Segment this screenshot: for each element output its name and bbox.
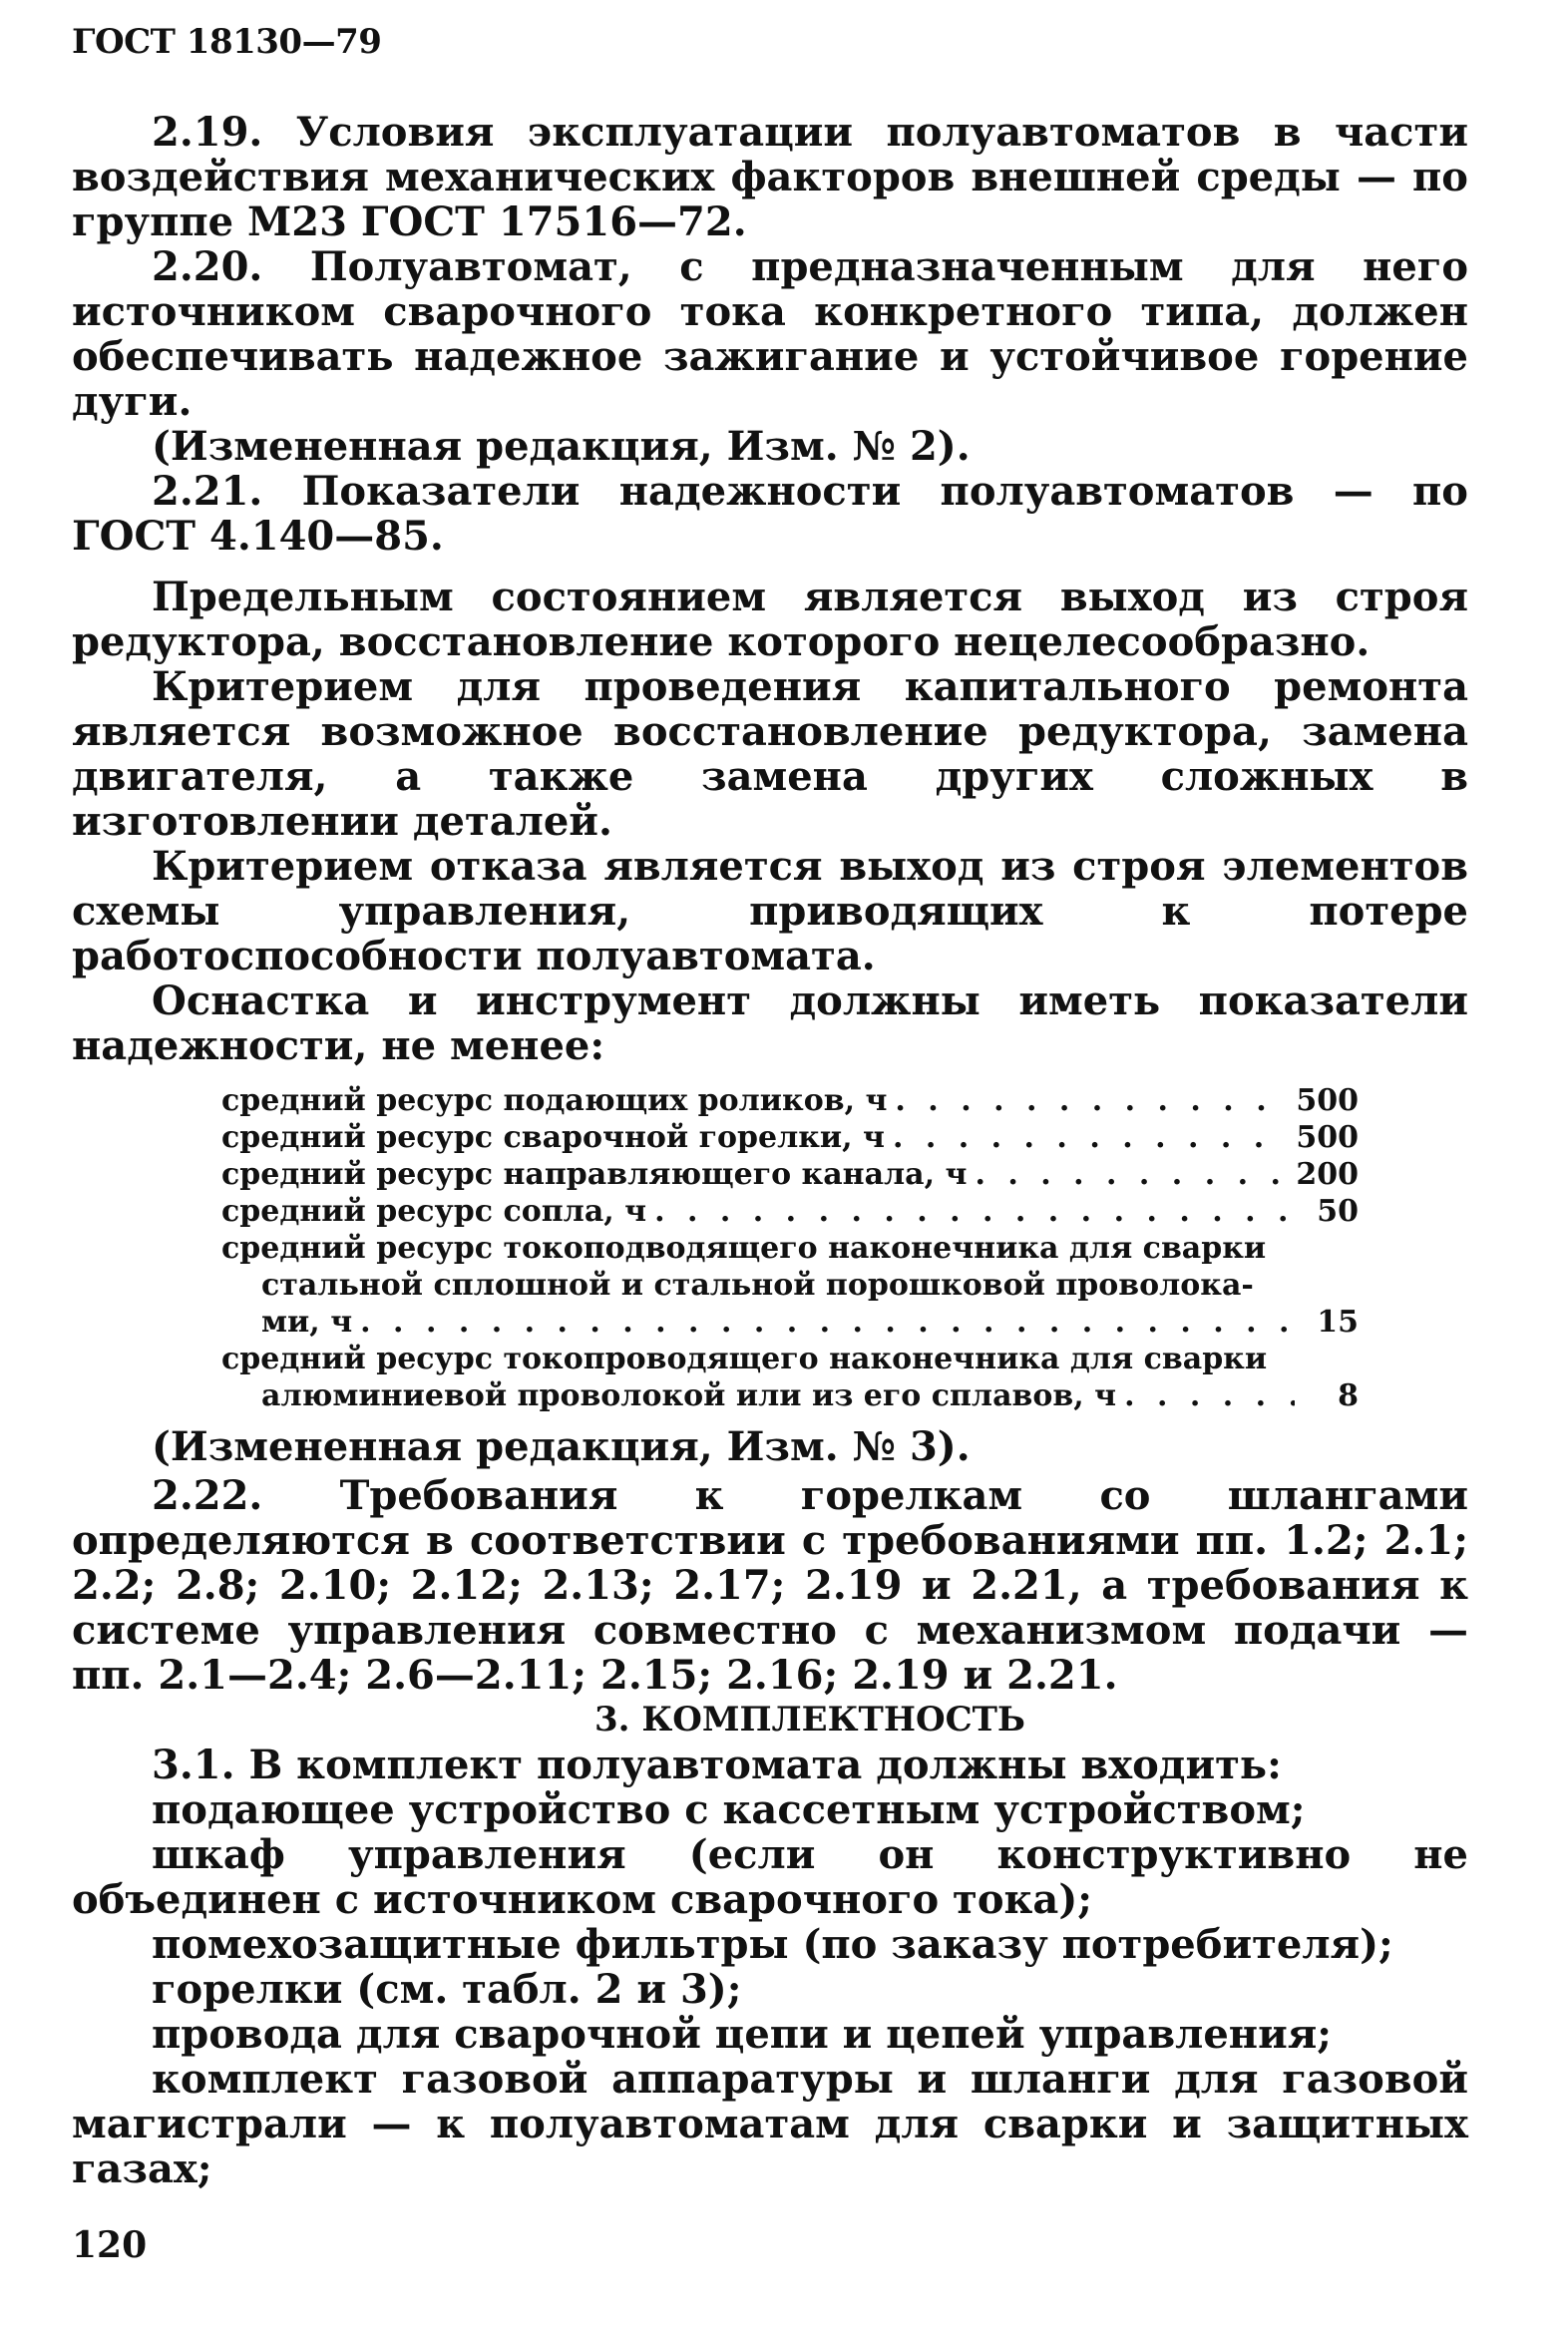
resource-value: 15 bbox=[1317, 1305, 1359, 1340]
page-body bbox=[72, 110, 1468, 2191]
kit-item: шкаф управления (если он конструктивно не объединен с источником сварочного тока); bbox=[72, 1831, 1468, 1923]
paragraph-limit-state: Предельным состоянием является выход из строя редуктора, восстановление которого нецелесообразно. bbox=[72, 574, 1468, 665]
resource-label: средний ресурс сопла, ч bbox=[221, 1194, 647, 1229]
resource-label: средний ресурс сварочной горелки, ч bbox=[221, 1120, 885, 1155]
section-title: 3. КОМПЛЕКТНОСТЬ bbox=[594, 1700, 1025, 1740]
leader-dots bbox=[360, 1304, 1295, 1341]
resource-value: 8 bbox=[1338, 1378, 1359, 1413]
resource-item bbox=[221, 1304, 1359, 1341]
resource-item bbox=[221, 1193, 1359, 1230]
resource-item bbox=[221, 1119, 1359, 1156]
resource-label: стальной сплошной и стальной порошковой проволока- bbox=[261, 1268, 1254, 1303]
leader-dots bbox=[975, 1156, 1288, 1193]
paragraph-3-1: 3.1. В комплект полуавтомата должны входить: bbox=[152, 1742, 1282, 1788]
resource-label: средний ресурс направляющего канала, ч bbox=[221, 1157, 968, 1192]
resource-item-line bbox=[221, 1341, 1359, 1377]
resource-value: 500 bbox=[1296, 1120, 1359, 1155]
leader-dots bbox=[893, 1119, 1288, 1156]
leader-dots bbox=[1124, 1377, 1295, 1414]
kit-item: горелки (см. табл. 2 и 3); bbox=[152, 1966, 742, 2013]
resource-label: средний ресурс токоподводящего наконечника для сварки bbox=[221, 1231, 1267, 1266]
document-header: ГОСТ 18130—79 bbox=[72, 22, 382, 62]
paragraph-tooling: Оснастка и инструмент должны иметь показатели надежности, не менее: bbox=[72, 977, 1468, 1069]
resource-value: 500 bbox=[1296, 1083, 1359, 1118]
kit-item: комплект газовой аппаратуры и шланги для газовой магистрали — к полуавтоматам для сварки и защитных газах; bbox=[72, 2056, 1468, 2192]
resource-label: алюминиевой проволокой или из его сплавов, ч bbox=[261, 1378, 1117, 1413]
resource-item bbox=[221, 1156, 1359, 1193]
resource-list bbox=[221, 1082, 1359, 1414]
kit-item: провода для сварочной цепи и цепей управления; bbox=[152, 2011, 1333, 2058]
resource-label: ми, ч bbox=[261, 1305, 353, 1340]
kit-item: помехозащитные фильтры (по заказу потребителя); bbox=[152, 1921, 1393, 1968]
paragraph-failure-criterion: Критерием отказа является выход из строя элементов схемы управления, приводящих к потере работоспособности полуавтомата. bbox=[72, 843, 1468, 979]
resource-item bbox=[221, 1082, 1359, 1119]
kit-item: подающее устройство с кассетным устройством; bbox=[152, 1786, 1306, 1833]
paragraph-2-19: 2.19. Условия эксплуатации полуавтоматов в части воздействия механических факторов внешней среды — по группе М23 ГОСТ 17516—72. bbox=[72, 109, 1468, 245]
leader-dots bbox=[895, 1082, 1288, 1119]
resource-item bbox=[221, 1377, 1359, 1414]
paragraph-2-21: 2.21. Показатели надежности полуавтоматов — по ГОСТ 4.140—85. bbox=[72, 468, 1468, 560]
resource-label: средний ресурс токопроводящего наконечника для сварки bbox=[221, 1342, 1268, 1376]
leader-dots bbox=[654, 1193, 1295, 1230]
paragraph-overhaul-criterion: Критерием для проведения капитального ремонта является возможное восстановление редуктора, замена двигателя, а также замена других сложных в изготовлении деталей. bbox=[72, 663, 1468, 845]
amendment-note-3: (Измененная редакция, Изм. № 3). bbox=[152, 1423, 971, 1470]
amendment-note-2: (Измененная редакция, Изм. № 2). bbox=[152, 423, 971, 470]
page-number: 120 bbox=[72, 2224, 148, 2266]
resource-label: средний ресурс подающих роликов, ч bbox=[221, 1083, 888, 1118]
resource-value: 50 bbox=[1317, 1194, 1359, 1229]
resource-item-line bbox=[221, 1230, 1359, 1267]
resource-value: 200 bbox=[1296, 1157, 1359, 1192]
resource-item-line bbox=[221, 1267, 1359, 1304]
paragraph-2-22: 2.22. Требования к горелкам со шлангами определяются в соответствии с требованиями пп. 1.2; 2.1; 2.2; 2.8; 2.10; 2.12; 2.13; 2.17; 2.19 и 2.21, а требования к системе управления совместно с механизмом подачи — пп. 2.1—2.4; 2.6—2.11; 2.15; 2.16; 2.19 и 2.21. bbox=[72, 1472, 1468, 1699]
paragraph-2-20: 2.20. Полуавтомат, с предназначенным для него источником сварочного тока конкретного типа, должен обеспечивать надежное зажигание и устойчивое горение дуги. bbox=[72, 243, 1468, 425]
